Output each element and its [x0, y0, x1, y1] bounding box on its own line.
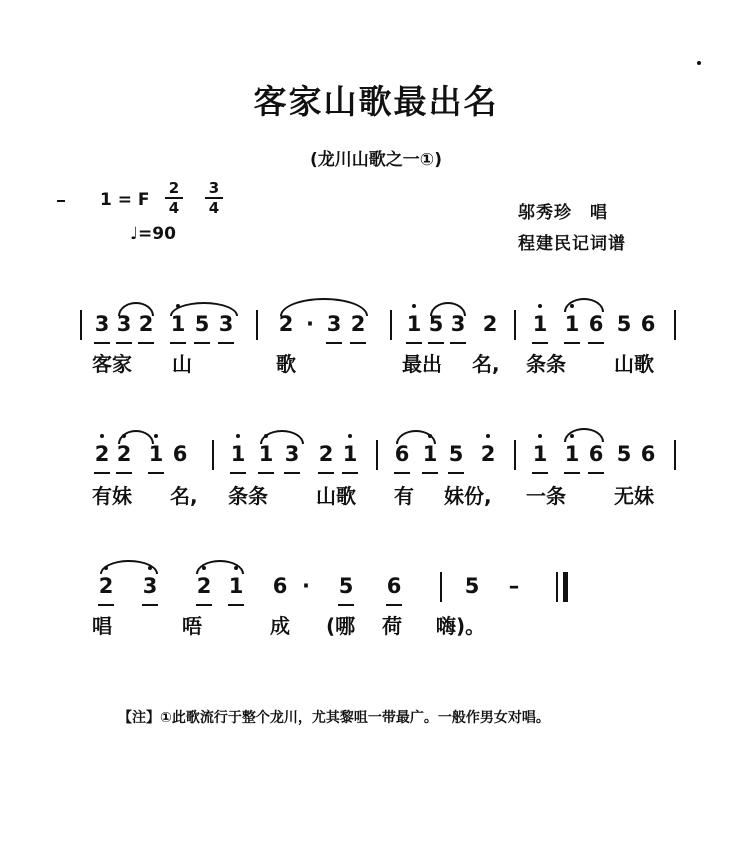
meter-numerator: 2: [168, 179, 180, 197]
note: 5: [464, 574, 480, 598]
slur: [196, 560, 244, 574]
slur: [564, 298, 604, 312]
lyric: 成: [270, 614, 290, 638]
lyric: 唔: [182, 614, 202, 638]
note: 1: [530, 312, 550, 336]
note: 2: [478, 442, 498, 466]
key-signature: 1 = F: [100, 190, 150, 210]
barline: [440, 572, 442, 602]
song-subtitle: (龙川山歌之一①): [310, 150, 442, 170]
note: 3: [448, 312, 468, 336]
note: 5: [192, 312, 212, 336]
slur: [564, 428, 604, 442]
slur: [396, 430, 436, 444]
lyric: 条条: [228, 484, 268, 508]
note: ·: [302, 574, 310, 598]
lyric: 妹份,: [444, 484, 492, 508]
slur: [118, 430, 154, 444]
barline: [256, 310, 258, 340]
slur: [280, 298, 368, 316]
meter-denominator: 4: [208, 199, 220, 217]
note: 6: [586, 442, 606, 466]
note: 1: [340, 442, 360, 466]
note: 3: [92, 312, 112, 336]
lyric: 无妹: [614, 484, 654, 508]
final-barline-thick: [563, 572, 568, 602]
margin-mark: [57, 200, 65, 202]
note: 1: [146, 442, 166, 466]
footnote: 【注】①此歌流行于整个龙川，尤其黎咀一带最广。一般作男女对唱。: [118, 710, 550, 726]
barline: [514, 440, 516, 470]
note: 1: [228, 442, 248, 466]
note: 2: [92, 442, 112, 466]
margin-dot: [697, 61, 701, 65]
note: 5: [446, 442, 466, 466]
barline: [390, 310, 392, 340]
barline: [674, 310, 676, 340]
meter-numerator: 3: [208, 179, 220, 197]
lyric: 唱: [92, 614, 112, 638]
barline: [80, 310, 82, 340]
lyric: 客家: [92, 352, 132, 376]
time-signature-3-4: [205, 180, 223, 216]
notation-line-3: [0, 572, 752, 632]
lyric: 条条: [526, 352, 566, 376]
note: 1: [562, 442, 582, 466]
note: 3: [140, 574, 160, 598]
note: 2: [316, 442, 336, 466]
note: 5: [336, 574, 356, 598]
barline: [514, 310, 516, 340]
slur: [118, 302, 154, 316]
note: 3: [216, 312, 236, 336]
note: 3: [282, 442, 302, 466]
note: 6: [640, 442, 656, 466]
note: 1: [256, 442, 276, 466]
note: 3: [114, 312, 134, 336]
lyric: 歌: [276, 352, 296, 376]
lyric: 名,: [472, 352, 500, 376]
slur: [170, 302, 238, 316]
note: 2: [348, 312, 368, 336]
slur: [260, 430, 304, 444]
slur: [430, 302, 466, 316]
note: 5: [616, 312, 632, 336]
note: 2: [114, 442, 134, 466]
note: 1: [226, 574, 246, 598]
note: 3: [324, 312, 344, 336]
transcriber-credit: 程建民记词谱: [518, 234, 626, 254]
lyric: 名,: [170, 484, 198, 508]
singer-credit: 邬秀珍 唱: [518, 203, 608, 223]
note: ·: [306, 312, 314, 336]
barline: [674, 440, 676, 470]
note: 6: [384, 574, 404, 598]
lyric: 荷: [382, 614, 402, 638]
song-title: 客家山歌最出名: [253, 82, 499, 121]
lyric: 嗨)。: [436, 614, 486, 638]
lyric: 山: [172, 352, 192, 376]
note: 2: [194, 574, 214, 598]
meter-denominator: 4: [168, 199, 180, 217]
note: 1: [404, 312, 424, 336]
note: 1: [562, 312, 582, 336]
note: 6: [586, 312, 606, 336]
barline: [376, 440, 378, 470]
slur: [100, 560, 158, 574]
lyric: 有妹: [92, 484, 132, 508]
note: 2: [96, 574, 116, 598]
note: 1: [420, 442, 440, 466]
lyric: (哪: [326, 614, 356, 638]
note: 6: [640, 312, 656, 336]
lyric: 山歌: [316, 484, 356, 508]
note: –: [508, 574, 520, 598]
note: 2: [482, 312, 498, 336]
lyric: 一条: [526, 484, 566, 508]
lyric: 山歌: [614, 352, 654, 376]
note: 2: [136, 312, 156, 336]
note: 6: [392, 442, 412, 466]
note: 2: [278, 312, 294, 336]
lyric: 有: [394, 484, 414, 508]
note: 1: [168, 312, 188, 336]
tempo-marking: ♩=90: [130, 224, 176, 244]
note: 5: [426, 312, 446, 336]
time-signature-2-4: [165, 180, 183, 216]
note: 6: [272, 574, 288, 598]
final-barline-thin: [556, 572, 558, 602]
lyric: 最出: [402, 352, 442, 376]
note: 5: [616, 442, 632, 466]
note: 6: [172, 442, 188, 466]
barline: [212, 440, 214, 470]
note: 1: [530, 442, 550, 466]
